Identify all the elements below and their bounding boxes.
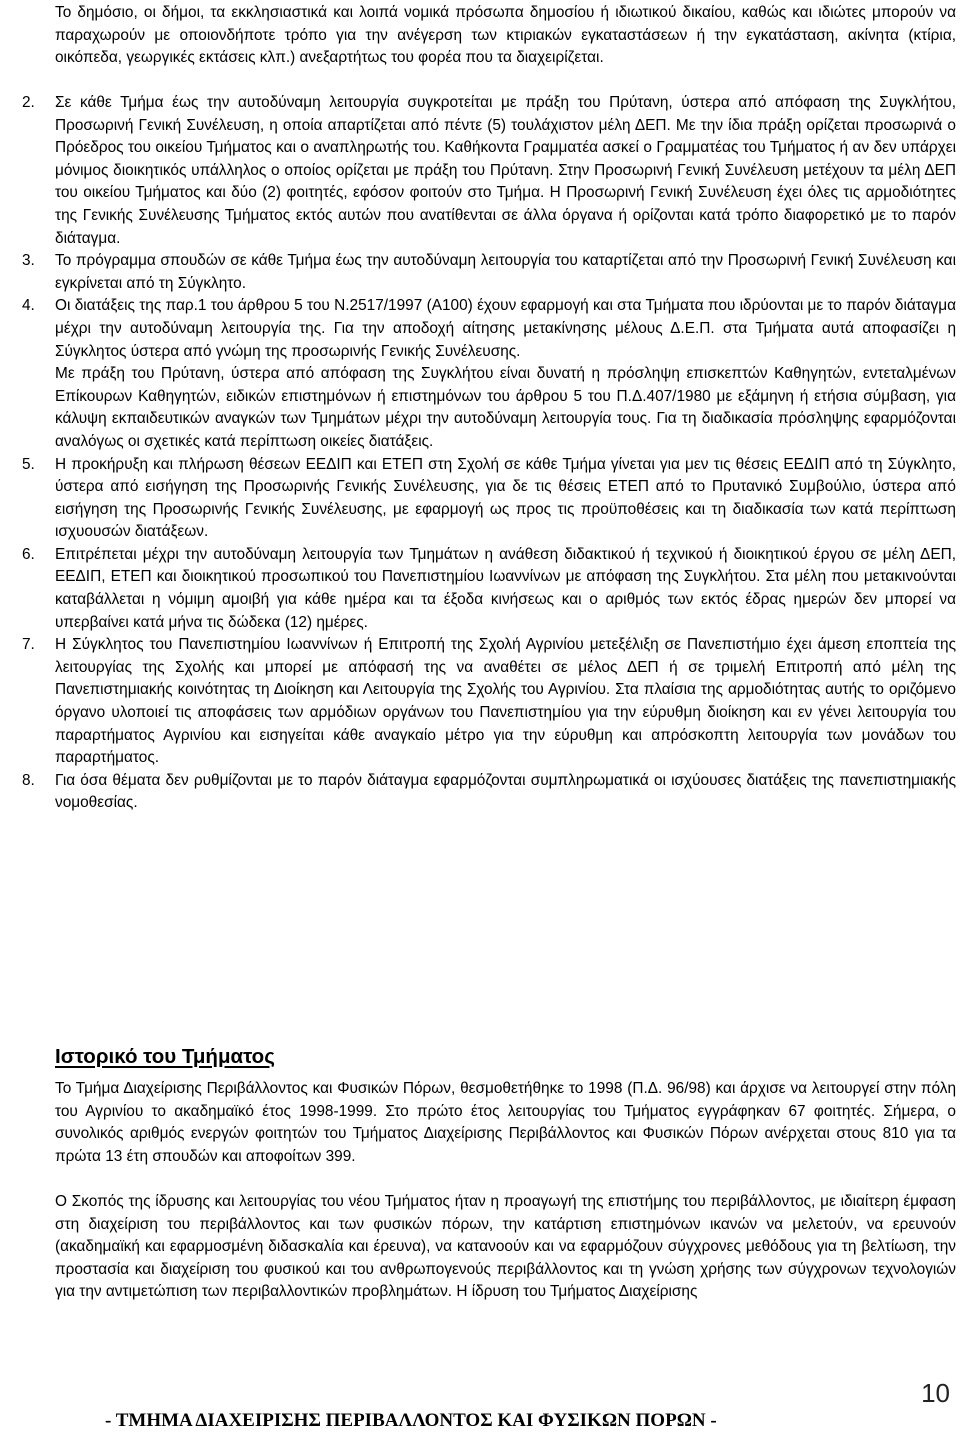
list-item-paragraph: Το πρόγραμμα σπουδών σε κάθε Τμήμα έως την αυτοδύναμη λειτουργία του καταρτίζεται από την Προσωρινή Γενική Συνέλευση και εγκρίνεται από τη Σύγκλητο.	[55, 252, 956, 292]
history-paragraph: Το Τμήμα Διαχείρισης Περιβάλλοντος και Φυσικών Πόρων, θεσμοθετήθηκε το 1998 (Π.Δ. 96/98) και άρχισε να λειτουργεί στην πόλη του Αγρινίου το ακαδημαϊκό έτος 1998-1999. Στο πρώτο έτος λειτουργίας του Τμήματος εγγράφηκαν 67 φοιτητές. Σήμερα, ο συνολικός αριθμός ενεργών φοιτητών του Τμήματος Διαχείρισης Περιβάλλοντος και Φυσικών Πόρων ανέρχεται στους 810 για τα πρώτα 13 έτη σπουδών και αποφοίτων 399.	[55, 1080, 956, 1165]
list-item-body	[55, 454, 956, 544]
list-item	[22, 92, 956, 250]
list-item-body	[55, 295, 956, 453]
list-item	[22, 544, 956, 634]
list-item-paragraph: Επιτρέπεται μέχρι την αυτοδύναμη λειτουργία των Τμημάτων η ανάθεση διδακτικού ή τεχνικού ή διοικητικού έργου σε μέλη ΔΕΠ, ΕΕΔΙΠ, ΕΤΕΠ και διοικητικού προσωπικού του Πανεπιστημίου Ιωαννίνων με απόφαση της Συγκλήτου. Στα μέλη που μετακινούνται καταβάλλεται η νόμιμη αμοιβή για κάθε ημέρα και τα έξοδα κινήσεως και ο αριθμός των εκτός έδρας ημερών δεν μπορεί να υπερβαίνει κατά μήνα τις δώδεκα (12) ημέρες.	[55, 545, 956, 631]
footer-department-title: - ΤΜΗΜΑ ΔΙΑΧΕΙΡΙΣΗΣ ΠΕΡΙΒΑΛΛΟΝΤΟΣ ΚΑΙ ΦΥΣΙΚΩΝ ΠΟΡΩΝ -	[105, 1410, 717, 1431]
list-item-body	[55, 544, 956, 634]
list-item-number: 6.	[22, 545, 35, 563]
list-item-body	[55, 250, 956, 295]
list-item-body	[55, 634, 956, 770]
list-item-number: 5.	[22, 455, 35, 473]
list-item-number: 2.	[22, 94, 35, 111]
list-item	[22, 295, 956, 453]
list-item	[22, 634, 956, 770]
list-item-paragraph: Η προκήρυξη και πλήρωση θέσεων ΕΕΔΙΠ και ΕΤΕΠ στη Σχολή σε κάθε Τμήμα γίνεται για μεν τις θέσεις ΕΕΔΙΠ από τη Σύγκλητο, ύστερα από εισήγηση της Προσωρινής Γενικής Συνέλευσης, για δε τις θέσεις ΕΤΕΠ από το Πρυτανικό Συμβούλιο, ύστερα από εισήγηση της Προσωρινής Γενικής Συνέλευσης, με εφαρμογή ως προς τις προϋποθέσεις και τη διαδικασία των κατά περίπτωση ισχυουσών διατάξεων.	[55, 455, 956, 541]
list-item-body	[55, 92, 956, 250]
list-item-paragraph: Η Σύγκλητος του Πανεπιστημίου Ιωαννίνων ή Επιτροπή της Σχολή Αγρινίου μετεξέλιξη σε Πανεπιστήμιο έχει άμεση εποπτεία της λειτουργίας της Σχολής και μπορεί με απόφασή της να αναθέτει σε μέλος ΔΕΠ ή σε τριμελή Επιτροπή από μέλη της Πανεπιστημιακής κοινότητας τη Διοίκηση και Λειτουργία της Σχολής του Αγρινίου. Στα πλαίσια της αρμοδιότητας αυτής το οριζόμενο όργανο υλοποιεί τις αποφάσεις των αρμόδιων οργάνων του Πανεπιστημίου για την εύρυθμη διοίκηση και εν γένει λειτουργία του παραρτήματος Αγρινίου και εισηγείται κάθε αναγκαίο μέτρο για την εύρυθμη και απρόσκοπτη λειτουργία των μονάδων του παραρτήματος.	[55, 636, 956, 767]
list-item-number: 4.	[22, 297, 35, 315]
list-item-paragraph: Με πράξη του Πρύτανη, ύστερα από απόφαση της Συγκλήτου είναι δυνατή η πρόσληψη επισκεπτών Καθηγητών, εντεταλμένων Επίκουρων Καθηγητών, ειδικών επιστημόνων ή επιστημόνων του άρθρου 5 του Π.Δ.407/1980 με εξάμηνη ή ετήσια σύμβαση, για κάλυψη εκπαιδευτικών αναγκών των Τμημάτων μέχρι την αυτοδύναμη λειτουργία τους. Για τη διαδικασία πρόσληψης εφαρμόζονται αναλόγως οι σχετικές κατά περίπτωση οικείες διατάξεις.	[55, 365, 956, 450]
history-heading: Ιστορικό του Τμήματος	[55, 1045, 275, 1068]
list-item-number: 3.	[22, 252, 35, 270]
list-item	[22, 250, 956, 295]
list-item-number: 7.	[22, 636, 35, 654]
list-item	[22, 770, 956, 815]
page-number: 10	[921, 1378, 950, 1408]
list-item-paragraph: Για όσα θέματα δεν ρυθμίζονται με το παρόν διάταγμα εφαρμόζονται συμπληρωματικά οι ισχύουσες διατάξεις της πανεπιστημιακής νομοθεσίας.	[55, 771, 956, 812]
list-item-number: 8.	[22, 771, 35, 789]
history-section	[55, 1078, 956, 1327]
history-paragraph: Ο Σκοπός της ίδρυσης και λειτουργίας του νέου Τμήματος ήταν η προαγωγή της επιστήμης του περιβάλλοντος, με ιδιαίτερη έμφαση στη διαχείριση του περιβάλλοντος και των φυσικών πόρων, την κατάρτιση επιστημόνων ικανών να μελετούν, να ερευνούν (ακαδημαϊκή και εφαρμοσμένη διδασκαλία και έρευνα), να κατανοούν και να εφαρμόζουν σύγχρονες μεθόδους για τη βελτίωση, την προστασία και διαχείριση του φυσικού και του ανθρωπογενούς περιβάλλοντος και τη γνώση χρήσης των σύγχρονων τεχνολογιών για την αντιμετώπιση των περιβαλλοντικών προβλημάτων. Η ίδρυση του Τμήματος Διαχείρισης	[55, 1192, 956, 1301]
list-item-paragraph: Σε κάθε Τμήμα έως την αυτοδύναμη λειτουργία συγκροτείται με πράξη του Πρύτανη, ύστερα από απόφαση της Συγκλήτου, Προσωρινή Γενική Συνέλευση, η οποία απαρτίζεται από πέντε (5) τουλάχιστον μέλη ΔΕΠ. Με την ίδια πράξη ορίζεται προσωρινά ο Πρόεδρος του οικείου Τμήματος και ο αναπληρωτής του. Καθήκοντα Γραμματέα ασκεί ο Γραμματέας του Τμήματος ή αν δεν υπάρχει μόνιμος διοικητικός υπάλληλος ο οποίος ορίζεται με πράξη του Πρύτανη. Στην Προσωρινή Γενική Συνέλευση μετέχουν τα μέλη ΔΕΠ του οικείου Τμήματος και δύο (2) φοιτητές, εφόσον φοιτούν στο Τμήμα. Η Προσωρινή Γενική Συνέλευση έχει όλες τις αρμοδιότητες της Γενικής Συνέλευσης Τμήματος εκτός αυτών που ανατίθενται σε άλλα όργανα ή ορίζονται κατά τρόπο διαφορετικό με το παρόν διάταγμα.	[55, 94, 956, 247]
list-item-paragraph: Οι διατάξεις της παρ.1 του άρθρου 5 του Ν.2517/1997 (Α100) έχουν εφαρμογή και στα Τμήματα που ιδρύονται με το παρόν διάταγμα μέχρι την αυτοδύναμη λειτουργία της. Για την αποδοχή αίτησης μετακίνησης μέλους Δ.Ε.Π. στα Τμήματα αυτά αποφασίζει η Σύγκλητος ύστερα από γνώμη της προσωρινής Γενικής Συνέλευσης.	[55, 297, 956, 360]
intro-paragraph: Το δημόσιο, οι δήμοι, τα εκκλησιαστικά και λοιπά νομικά πρόσωπα δημοσίου ή ιδιωτικού δικαίου, καθώς και ιδιώτες μπορούν να παραχωρούν με οποιονδήποτε τρόπο για την ανέγερση των κτιριακών εγκαταστάσεων ή την εγκατάσταση, ακίνητα (κτίρια, οικόπεδα, γεωργικές εκτάσεις κλπ.) ανεξαρτήτως του φορέα που τα διαχειρίζεται.	[55, 4, 956, 67]
list-item	[22, 454, 956, 544]
numbered-list	[22, 92, 956, 815]
list-item-body	[55, 770, 956, 815]
